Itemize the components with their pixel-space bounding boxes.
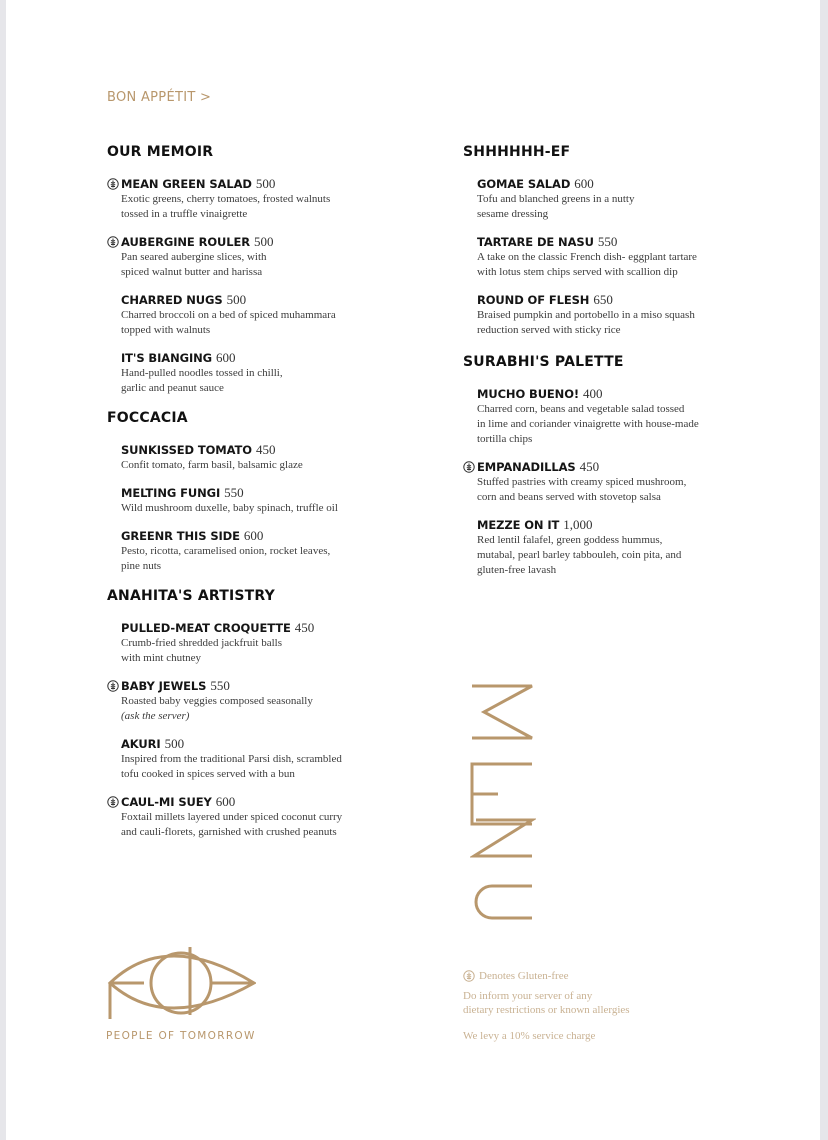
menu-item	[463, 176, 763, 222]
gluten-free-icon	[107, 178, 119, 190]
item-description: A take on the classic French dish- eggplant tartare with lotus stem chips served with scallion dip	[477, 251, 697, 278]
item-name: GREENR THIS SIDE	[121, 529, 240, 543]
item-price: 550	[597, 234, 618, 249]
eye-logo-icon	[106, 941, 256, 1021]
item-price: 500	[164, 736, 185, 751]
item-price: 450	[579, 459, 600, 474]
item-price: 500	[226, 292, 247, 307]
item-description: Wild mushroom duxelle, baby spinach, truffle oil	[121, 502, 338, 514]
menu-section	[107, 586, 447, 840]
item-description: Red lentil falafel, green goddess hummus, mutabal, pearl barley tabbouleh, coin pita, and gluten-free lavash	[477, 534, 682, 576]
menu-vertical-title-nu	[470, 818, 536, 922]
menu-item	[107, 292, 447, 338]
section-title: ANAHITA'S ARTISTRY	[107, 588, 275, 604]
menu-item	[107, 176, 447, 222]
menu-item	[463, 234, 763, 280]
item-price: 500	[255, 176, 276, 191]
item-price: 600	[215, 350, 236, 365]
item-description: Hand-pulled noodles tossed in chilli, garlic and peanut sauce	[121, 367, 283, 394]
item-price: 650	[593, 292, 613, 307]
item-price: 600	[243, 528, 264, 543]
menu-item	[463, 517, 763, 578]
service-charge-note: We levy a 10% service charge	[463, 1030, 596, 1042]
item-price: 1,000	[563, 517, 593, 532]
menu-item	[107, 620, 447, 666]
item-description: Braised pumpkin and portobello in a miso squash reduction served with sticky rice	[477, 309, 695, 336]
item-description: Inspired from the traditional Parsi dish, scrambled tofu cooked in spices served with a bun	[121, 753, 342, 780]
item-price: 550	[224, 485, 244, 500]
menu-notes	[463, 968, 723, 1043]
breadcrumb[interactable]: BON APPÉTIT >	[107, 90, 212, 105]
item-description: Charred corn, beans and vegetable salad tossed in lime and coriander vinaigrette with house-made tortilla chips	[477, 403, 699, 445]
item-name: SUNKISSED TOMATO	[121, 443, 252, 457]
item-price: 600	[574, 176, 594, 191]
item-description: Stuffed pastries with creamy spiced mushroom, corn and beans served with stovetop salsa	[477, 476, 687, 503]
menu-item	[107, 528, 447, 574]
item-price: 450	[255, 442, 276, 457]
menu-item	[107, 678, 447, 724]
menu-item	[107, 485, 447, 516]
item-name: BABY JEWELS	[121, 679, 207, 693]
item-name: MUCHO BUENO!	[477, 387, 580, 401]
menu-item	[107, 350, 447, 396]
item-name: IT'S BIANGING	[121, 351, 212, 365]
menu-section	[463, 352, 763, 578]
section-title: FOCCACIA	[107, 410, 188, 426]
item-price: 400	[583, 386, 603, 401]
gluten-free-icon	[463, 461, 475, 473]
item-price: 600	[215, 794, 236, 809]
item-name: MEAN GREEN SALAD	[121, 177, 252, 191]
item-price: 550	[210, 678, 230, 693]
menu-item	[107, 736, 447, 782]
item-name: AUBERGINE ROULER	[121, 235, 250, 249]
menu-item	[107, 442, 447, 473]
section-title: SURABHI'S PALETTE	[463, 354, 624, 370]
item-name: PULLED-MEAT CROQUETTE	[121, 621, 291, 635]
item-name: MELTING FUNGI	[121, 486, 221, 500]
menu-item	[107, 794, 447, 840]
gluten-free-icon	[107, 680, 119, 692]
item-description: Charred broccoli on a bed of spiced muhammara topped with walnuts	[121, 309, 336, 336]
menu-section	[107, 408, 447, 574]
logo-text: PEOPLE OF TOMORROW	[106, 1030, 256, 1042]
allergy-note: Do inform your server of any dietary restrictions or known allergies	[463, 990, 630, 1016]
item-name: EMPANADILLAS	[477, 460, 576, 474]
item-name: CAUL-MI SUEY	[121, 795, 212, 809]
item-name: MEZZE ON IT	[477, 518, 560, 532]
item-price: 450	[294, 620, 315, 635]
gluten-free-legend: Denotes Gluten-free	[463, 968, 723, 984]
section-title: SHHHHHH-EF	[463, 144, 571, 160]
menu-section	[107, 142, 447, 396]
gluten-free-icon	[107, 236, 119, 248]
item-name: GOMAE SALAD	[477, 177, 571, 191]
item-note: (ask the server)	[121, 710, 190, 722]
section-title: OUR MEMOIR	[107, 144, 214, 160]
menu-section	[463, 142, 763, 338]
item-description: Foxtail millets layered under spiced coconut curry and cauli-florets, garnished with crushed peanuts	[121, 811, 343, 838]
item-name: TARTARE DE NASU	[477, 235, 594, 249]
menu-page	[6, 0, 820, 1140]
gluten-free-icon	[107, 796, 119, 808]
left-column	[107, 142, 447, 840]
item-description: Confit tomato, farm basil, balsamic glaze	[121, 459, 303, 471]
item-description: Roasted baby veggies composed seasonally (ask the server)	[121, 694, 447, 724]
menu-item	[463, 459, 763, 505]
item-description: Crumb-fried shredded jackfruit balls with mint chutney	[121, 637, 282, 664]
menu-item	[463, 292, 763, 338]
item-price: 500	[253, 234, 274, 249]
item-name: AKURI	[121, 737, 161, 751]
menu-item	[107, 234, 447, 280]
item-description: Exotic greens, cherry tomatoes, frosted walnuts tossed in a truffle vinaigrette	[121, 193, 331, 220]
item-description: Pesto, ricotta, caramelised onion, rocket leaves, pine nuts	[121, 545, 331, 572]
gluten-free-icon	[463, 970, 475, 982]
item-name: ROUND OF FLESH	[477, 293, 590, 307]
item-description: Tofu and blanched greens in a nutty sesame dressing	[477, 193, 635, 220]
right-column	[463, 142, 763, 578]
item-description: Pan seared aubergine slices, with spiced walnut butter and harissa	[121, 251, 267, 278]
item-name: CHARRED NUGS	[121, 293, 223, 307]
menu-item	[463, 386, 763, 447]
